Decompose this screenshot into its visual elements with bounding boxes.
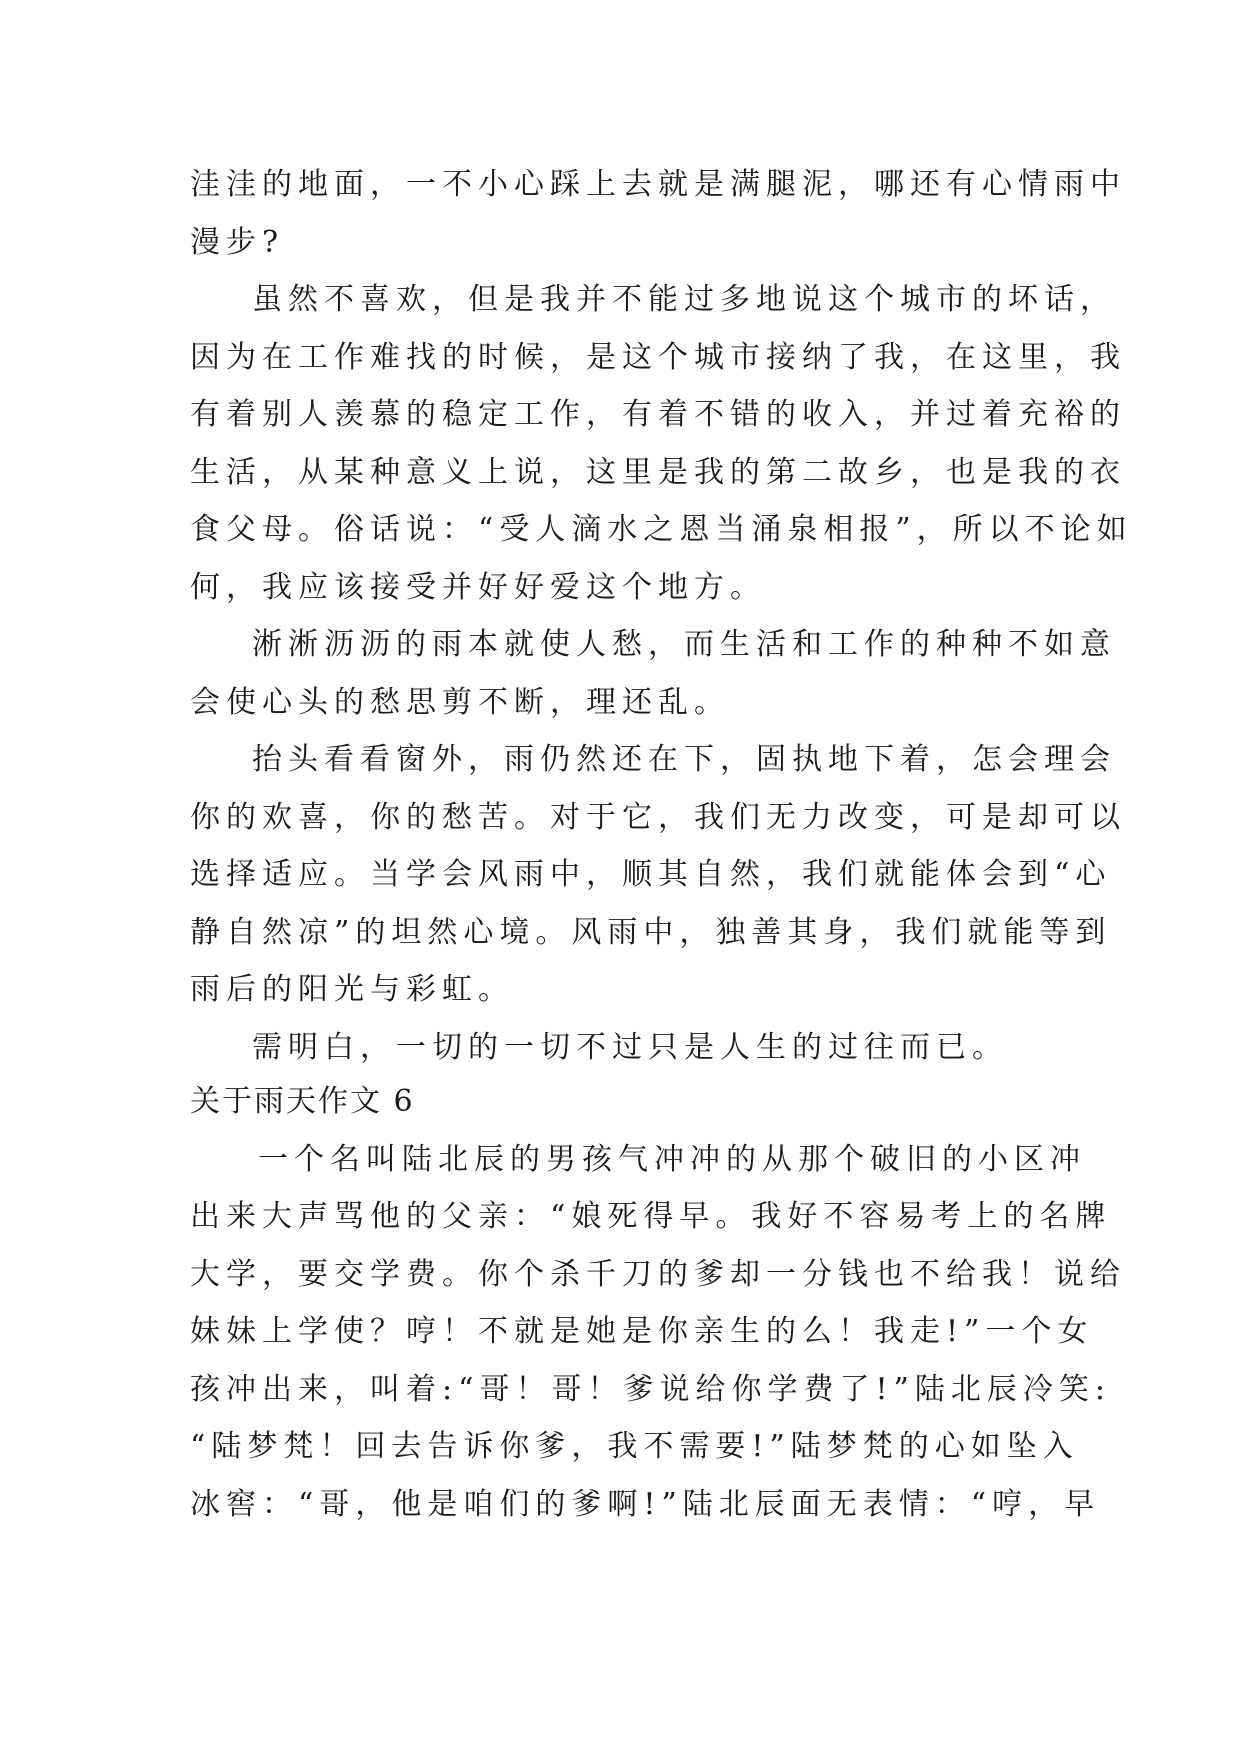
text-line: 出来大声骂他的父亲：“娘死得早。我好不容易考上的名牌 (190, 1199, 1112, 1234)
text-line: 孩冲出来，叫着:“哥！哥！爹说给你学费了!”陆北辰冷笑: (190, 1372, 1111, 1407)
text-line: 会使心头的愁思剪不断，理还乱。 (190, 685, 730, 720)
section-heading: 关于雨天作文 6 (190, 1084, 415, 1119)
text-line: 大学，要交学费。你个杀千刀的爹却一分钱也不给我！说给 (190, 1257, 1126, 1292)
text-line: 抬头看看窗外，雨仍然还在下，固执地下着，怎会理会 (252, 742, 1116, 777)
text-line: 漫步? (190, 225, 285, 260)
text-line: 生活，从某种意义上说，这里是我的第二故乡，也是我的衣 (190, 455, 1126, 490)
text-line: 你的欢喜，你的愁苦。对于它，我们无力改变，可是却可以 (190, 800, 1126, 835)
text-line: 虽然不喜欢，但是我并不能过多地说这个城市的坏话， (252, 282, 1116, 317)
text-line: 选择适应。当学会风雨中，顺其自然，我们就能体会到“心 (190, 857, 1112, 892)
text-line: 因为在工作难找的时候，是这个城市接纳了我，在这里，我 (190, 340, 1126, 375)
text-line: 有着别人羡慕的稳定工作，有着不错的收入，并过着充裕的 (190, 397, 1126, 432)
text-line: 洼洼的地面，一不小心踩上去就是满腿泥，哪还有心情雨中 (190, 167, 1126, 202)
text-line: 冰窖：“哥，他是咱们的爹啊!”陆北辰面无表情：“哼，早 (190, 1487, 1101, 1522)
text-line: 食父母。俗话说：“受人滴水之恩当涌泉相报”，所以不论如 (190, 512, 1133, 547)
text-line: “陆梦梵！回去告诉你爹，我不需要!”陆梦梵的心如坠入 (190, 1429, 1079, 1464)
text-line: 一个名叫陆北辰的男孩气冲冲的从那个破旧的小区冲 (258, 1142, 1086, 1177)
text-line: 妹妹上学使？哼！不就是她是你亲生的么！我走!”一个女 (190, 1314, 1094, 1349)
text-line: 雨后的阳光与彩虹。 (190, 972, 514, 1007)
text-line: 淅淅沥沥的雨本就使人愁，而生活和工作的种种不如意 (252, 627, 1116, 662)
text-line: 静自然凉”的坦然心境。风雨中，独善其身，我们就能等到 (190, 915, 1112, 950)
text-line: 何，我应该接受并好好爱这个地方。 (190, 570, 766, 605)
text-line: 需明白，一切的一切不过只是人生的过往而已。 (252, 1030, 1008, 1065)
